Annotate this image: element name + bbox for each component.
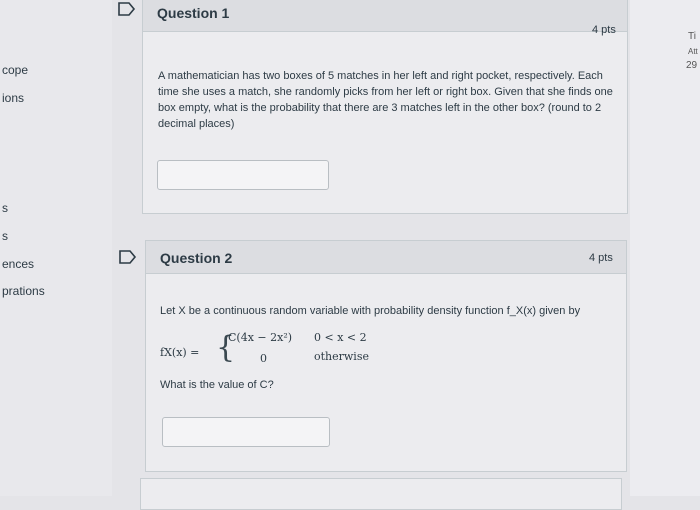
nav-item-questions[interactable]: ions	[2, 91, 25, 105]
question-2-points: 4 pts	[589, 252, 613, 264]
question-1-answer-input[interactable]	[157, 160, 329, 190]
case-1-expression: C(4x − 2x²)	[228, 331, 293, 344]
question-1-text: A mathematician has two boxes of 5 matches in her left and right pocket, respectively. Each time she uses a match, she randomly picks from her left or right box. Given that she finds one box empty, what is the probability that there are 3 matches left in the other box? (round to 2 decimal places)	[158, 70, 613, 130]
case-1-condition: 0 < x < 2	[314, 331, 367, 344]
question-3-card	[140, 478, 622, 510]
question-1-title: Question 1	[157, 5, 230, 21]
question-1-points: 4 pts	[592, 24, 616, 36]
timer-value: 29	[686, 60, 698, 71]
attempt-label: Att	[688, 47, 698, 56]
course-navigation	[0, 0, 112, 496]
flag-icon[interactable]	[118, 2, 136, 16]
pdf-lhs: fX(x) =	[160, 346, 200, 359]
nav-item-integrations[interactable]: prations	[2, 284, 45, 298]
question-2-prompt: What is the value of C?	[160, 379, 274, 391]
time-label: Ti	[688, 31, 696, 42]
nav-item-scope[interactable]: cope	[2, 63, 29, 77]
quiz-info-panel	[630, 0, 700, 496]
case-2-condition: otherwise	[314, 350, 369, 363]
question-2-title: Question 2	[160, 250, 233, 266]
case-2-expression: 0	[260, 352, 267, 365]
question-2-intro: Let X be a continuous random variable with probability density function f_X(x) given by	[160, 305, 581, 317]
flag-icon[interactable]	[119, 250, 137, 264]
nav-item-s2[interactable]: s	[2, 229, 8, 243]
brace: {	[216, 330, 236, 365]
question-2-answer-input[interactable]	[162, 417, 330, 447]
nav-item-s1[interactable]: s	[2, 201, 8, 215]
nav-item-references[interactable]: ences	[2, 257, 35, 271]
